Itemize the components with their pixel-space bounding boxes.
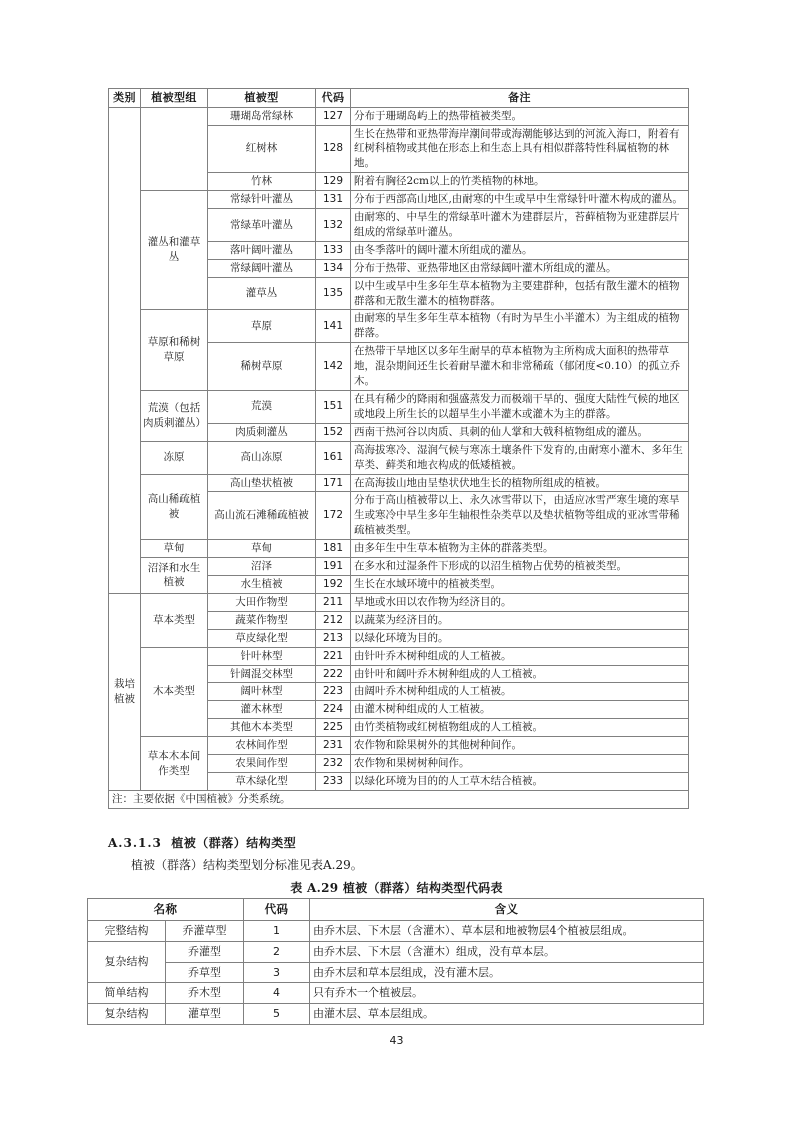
- cell-type-group: 草本木本间作类型: [141, 737, 208, 791]
- cell-code: 225: [316, 719, 351, 737]
- cell-vegetation-type: 荒漠: [208, 391, 316, 424]
- cell-type-group: [141, 107, 208, 191]
- cell-code: 132: [316, 209, 351, 242]
- cell-remark: 农作物和除果树外的其他树种间作。: [351, 737, 689, 755]
- cell-vegetation-type: 阔叶林型: [208, 683, 316, 701]
- cell-structure-name: 复杂结构: [88, 941, 166, 983]
- table-row: [88, 941, 704, 962]
- cell-type-group: 高山稀疏植被: [141, 474, 208, 540]
- cell-code: 128: [316, 125, 351, 173]
- cell-code: 3: [244, 962, 310, 983]
- cell-code: 172: [316, 492, 351, 540]
- cell-remark: 以绿化环境为目的的人工草木结合植被。: [351, 772, 689, 790]
- table-a29-header: [88, 899, 704, 921]
- column-header-type: 植被型: [208, 89, 316, 108]
- table-a28-container: [108, 88, 688, 809]
- cell-code: 134: [316, 259, 351, 277]
- cell-code: 1: [244, 920, 310, 941]
- table-row: [109, 540, 689, 558]
- table-row: [88, 920, 704, 941]
- cell-code: 129: [316, 173, 351, 191]
- column-header-category: 类别: [109, 89, 141, 108]
- cell-remark: 在高海拔山地由呈垫状伏地生长的植物所组成的植被。: [351, 474, 689, 492]
- table-header-row: [109, 89, 689, 108]
- section-heading: [108, 834, 296, 851]
- cell-meaning: 由乔木层、下木层（含灌木）、草本层和地被物层4个植被层组成。: [310, 920, 704, 941]
- cell-remark: 在具有稀少的降雨和强盛蒸发力而极端干旱的、强度大陆性气候的地区或地段上所生长的以超旱生小半灌木或灌木为主的群落。: [351, 391, 689, 424]
- cell-code: 5: [244, 1004, 310, 1025]
- cell-type-group: 灌丛和灌草丛: [141, 191, 208, 310]
- cell-code: 151: [316, 391, 351, 424]
- cell-type-group: 草甸: [141, 540, 208, 558]
- table-row: [109, 191, 689, 209]
- cell-remark: 农作物和果树树种间作。: [351, 755, 689, 773]
- cell-code: 222: [316, 665, 351, 683]
- table-row: [109, 391, 689, 424]
- section-number: A.3.1.3: [108, 836, 162, 850]
- cell-vegetation-type: 高山冻原: [208, 441, 316, 474]
- cell-vegetation-type: 高山垫状植被: [208, 474, 316, 492]
- cell-code: 142: [316, 343, 351, 391]
- cell-remark: 由竹类植物或红树植物组成的人工植被。: [351, 719, 689, 737]
- cell-remark: 由多年生中生草本植物为主体的群落类型。: [351, 540, 689, 558]
- cell-vegetation-type: 草甸: [208, 540, 316, 558]
- cell-vegetation-type: 常绿阔叶灌丛: [208, 259, 316, 277]
- cell-meaning: 由乔木层和草本层组成，没有灌木层。: [310, 962, 704, 983]
- cell-code: 233: [316, 772, 351, 790]
- cell-code: 213: [316, 629, 351, 647]
- table-a29-body: [88, 920, 704, 1025]
- table-a28-header: [109, 89, 689, 108]
- cell-vegetation-type: 农果间作型: [208, 755, 316, 773]
- cell-remark: 由耐寒的、中旱生的常绿革叶灌木为建群层片，苔藓植物为亚建群层片组成的常绿革叶灌丛。: [351, 209, 689, 242]
- cell-remark: 高海拔寒冷、湿润气候与寒冻土壤条件下发育的,由耐寒小灌木、多年生草类、藓类和地衣构成的低矮植被。: [351, 441, 689, 474]
- table-row: [109, 593, 689, 611]
- table-row: [109, 474, 689, 492]
- table-row: [109, 441, 689, 474]
- table-row: [88, 962, 704, 983]
- cell-code: 212: [316, 611, 351, 629]
- table-row: [109, 647, 689, 665]
- cell-type-group: 沼泽和水生植被: [141, 558, 208, 594]
- section-title: 植被（群落）结构类型: [171, 836, 297, 850]
- cell-code: 4: [244, 983, 310, 1004]
- cell-remark: 由针叶乔木树种组成的人工植被。: [351, 647, 689, 665]
- cell-vegetation-type: 针叶林型: [208, 647, 316, 665]
- cell-structure-subtype: 灌草型: [166, 1004, 244, 1025]
- cell-remark: 生长在热带和亚热带海岸潮间带或海潮能够达到的河流入海口，附着有红树科植物或其他在形态上和生态上具有相似群落特性科属植物的林地。: [351, 125, 689, 173]
- cell-structure-subtype: 乔灌草型: [166, 920, 244, 941]
- cell-meaning: 只有乔木一个植被层。: [310, 983, 704, 1004]
- cell-vegetation-type: 大田作物型: [208, 593, 316, 611]
- cell-code: 221: [316, 647, 351, 665]
- table-row: [109, 737, 689, 755]
- cell-code: 2: [244, 941, 310, 962]
- cell-category: 栽培植被: [109, 593, 141, 790]
- cell-remark: 以绿化环境为目的。: [351, 629, 689, 647]
- cell-code: 133: [316, 241, 351, 259]
- table-row: [109, 310, 689, 343]
- page-number: 43: [389, 1034, 404, 1047]
- cell-code: 192: [316, 575, 351, 593]
- cell-code: 191: [316, 558, 351, 576]
- cell-vegetation-type: 其他木本类型: [208, 719, 316, 737]
- cell-remark: 由针叶和阔叶乔木树种组成的人工植被。: [351, 665, 689, 683]
- cell-code: 223: [316, 683, 351, 701]
- cell-code: 181: [316, 540, 351, 558]
- section-body-text: 植被（群落）结构类型划分标准见表A.29。: [131, 858, 363, 872]
- column-header-meaning: 含义: [310, 899, 704, 921]
- cell-code: 141: [316, 310, 351, 343]
- cell-type-group: 木本类型: [141, 647, 208, 737]
- cell-remark: 分布于西部高山地区,由耐寒的中生或旱中生常绿针叶灌木构成的灌丛。: [351, 191, 689, 209]
- table-note: 注：主要依据《中国植被》分类系统。: [109, 790, 689, 808]
- cell-remark: 以中生或旱中生多年生草本植物为主要建群种，包括有散生灌木的植物群落和无散生灌木的植物群落。: [351, 277, 689, 310]
- cell-code: 171: [316, 474, 351, 492]
- cell-type-group: 冻原: [141, 441, 208, 474]
- cell-vegetation-type: 灌草丛: [208, 277, 316, 310]
- cell-code: 231: [316, 737, 351, 755]
- cell-vegetation-type: 常绿针叶灌丛: [208, 191, 316, 209]
- table-row: [88, 1004, 704, 1025]
- cell-remark: 由冬季落叶的阔叶灌木所组成的灌丛。: [351, 241, 689, 259]
- cell-code: 127: [316, 107, 351, 125]
- cell-meaning: 由灌木层、草本层组成。: [310, 1004, 704, 1025]
- cell-vegetation-type: 竹林: [208, 173, 316, 191]
- column-header-typegroup: 植被型组: [141, 89, 208, 108]
- cell-remark: 以蔬菜为经济目的。: [351, 611, 689, 629]
- column-header-code: 代码: [316, 89, 351, 108]
- cell-vegetation-type: 水生植被: [208, 575, 316, 593]
- cell-remark: 在多水和过湿条件下形成的以沼生植物占优势的植被类型。: [351, 558, 689, 576]
- cell-remark: 由灌木树种组成的人工植被。: [351, 701, 689, 719]
- cell-category: [109, 107, 141, 593]
- cell-remark: 在热带干旱地区以多年生耐旱的草本植物为主所构成大面积的热带草地，混杂期间还生长着耐旱灌木和非常稀疏（郁闭度<0.10）的孤立乔木。: [351, 343, 689, 391]
- cell-code: 161: [316, 441, 351, 474]
- cell-vegetation-type: 肉质刺灌丛: [208, 423, 316, 441]
- table-a28-body: [109, 107, 689, 808]
- column-header-name: 名称: [88, 899, 244, 921]
- cell-vegetation-type: 落叶阔叶灌丛: [208, 241, 316, 259]
- cell-vegetation-type: 草木绿化型: [208, 772, 316, 790]
- cell-vegetation-type: 珊瑚岛常绿林: [208, 107, 316, 125]
- cell-vegetation-type: 草皮绿化型: [208, 629, 316, 647]
- cell-type-group: 草原和稀树草原: [141, 310, 208, 391]
- table-row: [109, 558, 689, 576]
- cell-code: 232: [316, 755, 351, 773]
- cell-vegetation-type: 草原: [208, 310, 316, 343]
- cell-type-group: 草本类型: [141, 593, 208, 647]
- cell-remark: 旱地或水田以农作物为经济目的。: [351, 593, 689, 611]
- cell-meaning: 由乔木层、下木层（含灌木）组成，没有草本层。: [310, 941, 704, 962]
- cell-remark: 由耐寒的旱生多年生草本植物（有时为旱生小半灌木）为主组成的植物群落。: [351, 310, 689, 343]
- cell-remark: 附着有胸径2cm以上的竹类植物的林地。: [351, 173, 689, 191]
- cell-code: 135: [316, 277, 351, 310]
- column-header-remark: 备注: [351, 89, 689, 108]
- cell-remark: 由阔叶乔木树种组成的人工植被。: [351, 683, 689, 701]
- cell-structure-subtype: 乔灌型: [166, 941, 244, 962]
- cell-structure-subtype: 乔草型: [166, 962, 244, 983]
- cell-vegetation-type: 农林间作型: [208, 737, 316, 755]
- table-row: [109, 107, 689, 125]
- cell-remark: 生长在水域环境中的植被类型。: [351, 575, 689, 593]
- structure-type-code-table: [87, 898, 704, 1025]
- table-a29-container: [87, 898, 703, 1025]
- cell-remark: 西南干热河谷以肉质、具刺的仙人掌和大戟科植物组成的灌丛。: [351, 423, 689, 441]
- cell-structure-subtype: 乔木型: [166, 983, 244, 1004]
- cell-remark: 分布于热带、亚热带地区由常绿阔叶灌木所组成的灌丛。: [351, 259, 689, 277]
- cell-remark: 分布于珊瑚岛屿上的热带植被类型。: [351, 107, 689, 125]
- cell-remark: 分布于高山植被带以上、永久冰雪带以下，由适应冰雪严寒生境的寒旱生或寒冷中旱生多年生轴根性杂类草以及垫状植物等组成的亚冰雪带稀疏植被类型。: [351, 492, 689, 540]
- column-header-code: 代码: [244, 899, 310, 921]
- table-note-row: [109, 790, 689, 808]
- cell-vegetation-type: 针阔混交林型: [208, 665, 316, 683]
- cell-vegetation-type: 高山流石滩稀疏植被: [208, 492, 316, 540]
- cell-code: 224: [316, 701, 351, 719]
- vegetation-type-code-table: [108, 88, 689, 809]
- cell-structure-name: 完整结构: [88, 920, 166, 941]
- cell-vegetation-type: 沼泽: [208, 558, 316, 576]
- cell-vegetation-type: 灌木林型: [208, 701, 316, 719]
- cell-code: 152: [316, 423, 351, 441]
- table-a29-caption: 表 A.29 植被（群落）结构类型代码表: [290, 881, 503, 895]
- cell-structure-name: 简单结构: [88, 983, 166, 1004]
- cell-vegetation-type: 稀树草原: [208, 343, 316, 391]
- cell-vegetation-type: 红树林: [208, 125, 316, 173]
- cell-code: 211: [316, 593, 351, 611]
- cell-vegetation-type: 常绿革叶灌丛: [208, 209, 316, 242]
- table-row: [88, 983, 704, 1004]
- cell-vegetation-type: 蔬菜作物型: [208, 611, 316, 629]
- cell-structure-name: 复杂结构: [88, 1004, 166, 1025]
- cell-code: 131: [316, 191, 351, 209]
- table-header-row: [88, 899, 704, 921]
- cell-type-group: 荒漠（包括肉质刺灌丛）: [141, 391, 208, 442]
